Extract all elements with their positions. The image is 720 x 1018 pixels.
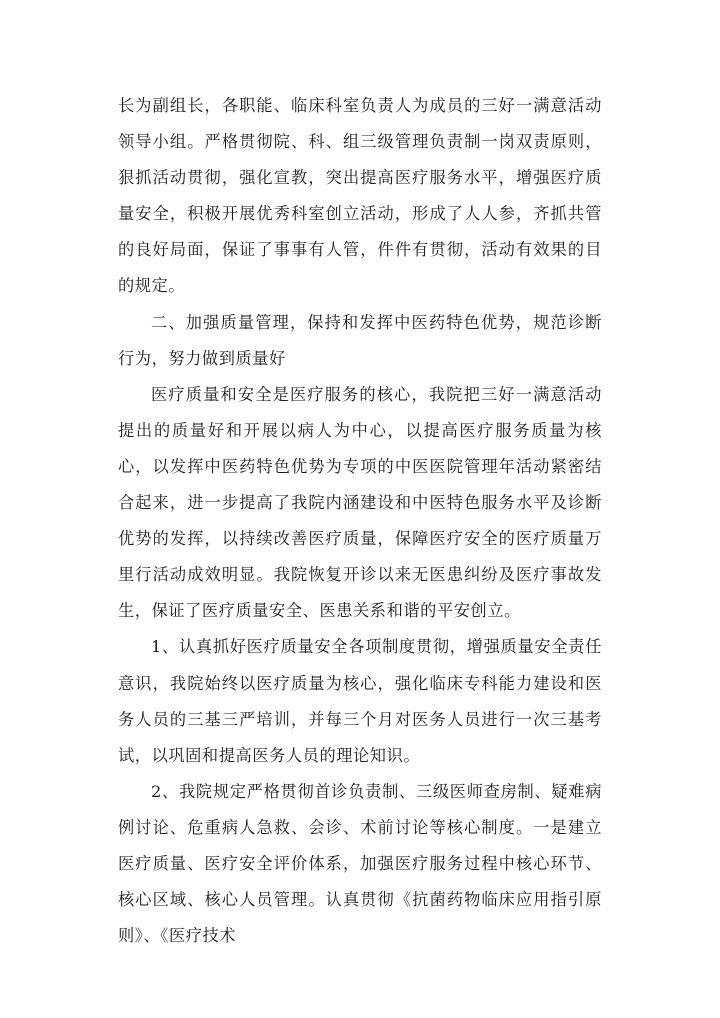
paragraph-item-2: 2、我院规定严格贯彻首诊负责制、三级医师查房制、疑难病例讨论、危重病人急救、会诊、术前讨论等核心制度。一是建立医疗质量、医疗安全评价体系，加强医疗服务过程中核心环节、核心区域、核心人员管理。认真贯彻《抗菌药物临床应用指引原则》、《医疗技术 bbox=[118, 781, 602, 946]
paragraph-medical-quality-safety: 医疗质量和安全是医疗服务的核心，我院把三好一满意活动提出的质量好和开展以病人为中心，以提高医疗服务质量为核心，以发挥中医药特色优势为专项的中医医院管理年活动紧密结合起来，进一步提高了我院内涵建设和中医特色服务水平及诊断优势的发挥，以持续改善医疗质量，保障医疗安全的医疗质量万里行活动成效明显。我院恢复开诊以来无医患纠纷及医疗事故发生，保证了医疗质量安全、医患关系和谐的平安创立。 bbox=[118, 384, 602, 621]
paragraph-item-1: 1、认真抓好医疗质量安全各项制度贯彻，增强质量安全责任意识，我院始终以医疗质量为核心，强化临床专科能力建设和医务人员的三基三严培训，并每三个月对医务人员进行一次三基考试，以巩固和提高医务人员的理论知识。 bbox=[118, 637, 602, 765]
paragraph-leadership-group: 长为副组长，各职能、临床科室负责人为成员的三好一满意活动领导小组。严格贯彻院、科、组三级管理负责制一岗双责原则，狠抓活动贯彻，强化宣教，突出提高医疗服务水平，增强医疗质量安全，积极开展优秀科室创立活动，形成了人人参，齐抓共管的良好局面，保证了事事有人管，件件有贯彻，活动有效果的目的规定。 bbox=[118, 96, 602, 296]
section-heading-quality-management: 二、加强质量管理，保持和发挥中医药特色优势，规范诊断行为，努力做到质量好 bbox=[118, 312, 602, 368]
